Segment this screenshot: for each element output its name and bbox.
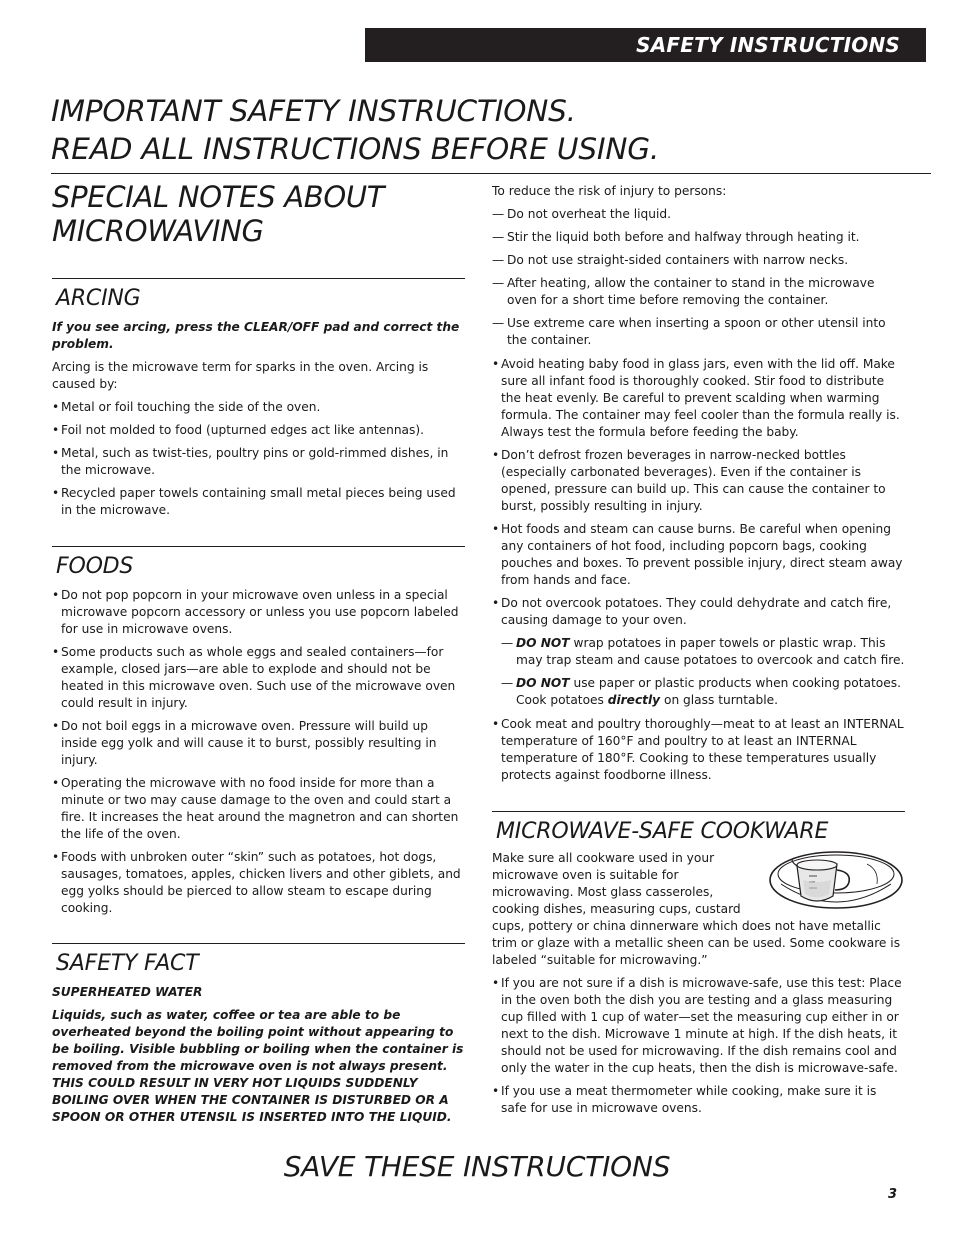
safety-fact-divider — [52, 943, 465, 944]
list-item: • Operating the microwave with no food inside for more than a minute or two may cause damage to the oven and could start a fire. It increases the heat around the magnetron and can shorten the life of the oven. — [52, 775, 464, 843]
left-column — [52, 180, 464, 1126]
potato-dash-text: use paper or plastic products when cooking potatoes. Cook potatoes — [516, 676, 901, 707]
page-number: 3 — [888, 1187, 898, 1202]
arcing-heading: ARCING — [56, 286, 141, 311]
special-notes-line-2: MICROWAVING — [52, 214, 264, 248]
list-item: • Foil not molded to food (upturned edges act like antennas). — [52, 422, 464, 439]
arcing-lead: If you see arcing, press the CLEAR/OFF pad and correct the problem. — [52, 320, 460, 351]
special-notes-heading — [52, 180, 464, 248]
cookware-intro-block — [492, 850, 905, 969]
measuring-cup-in-bowl-illustration — [767, 850, 905, 916]
list-item: • Some products such as whole eggs and sealed containers—for example, closed jars—are able to explode and should not be heated in this microwave oven. Such use of the microwave oven could result in injury. — [52, 644, 464, 712]
list-item: • Metal, such as twist-ties, poultry pins or gold-rimmed dishes, in the microwave. — [52, 445, 464, 479]
section-banner: SAFETY INSTRUCTIONS — [365, 28, 926, 62]
dash-item: — After heating, allow the container to stand in the microwave oven for a short time before removing the container. — [492, 275, 905, 309]
list-item: • Recycled paper towels containing small metal pieces being used in the microwave. — [52, 485, 464, 519]
list-item: • Metal or foil touching the side of the oven. — [52, 399, 464, 416]
cookware-intro: Make sure all cookware used in your microwave oven is suitable for microwaving. Most glass casseroles, cooking dishes, measuring cups, custard cups, pottery or china dinnerware which does not have metallic trim or glaze with a metallic sheen can be used. Some cookware is labeled “suitable for microwaving.” — [492, 851, 901, 967]
superheated-water-subheading: SUPERHEATED WATER — [52, 985, 203, 999]
potato-dash-text: on glass turntable. — [660, 693, 778, 707]
page-title-line-1: IMPORTANT SAFETY INSTRUCTIONS. — [51, 94, 576, 128]
list-item: • Cook meat and poultry thoroughly—meat to at least an INTERNAL temperature of 160°F and poultry to at least an INTERNAL temperature of 180°F. Cooking to these temperatures usually protects against foodborne illness. — [492, 716, 905, 784]
list-item: • Hot foods and steam can cause burns. Be careful when opening any containers of hot food, including popcorn bags, cooking pouches and boxes. To prevent possible injury, direct steam away from hands and face. — [492, 521, 905, 589]
list-item: • Foods with unbroken outer “skin” such as potatoes, hot dogs, sausages, tomatoes, apples, chicken livers and other giblets, and egg yolks should be pierced to allow steam to escape during cooking. — [52, 849, 464, 917]
cookware-heading: MICROWAVE-SAFE COOKWARE — [496, 819, 829, 844]
injury-intro: To reduce the risk of injury to persons: — [492, 184, 727, 198]
potato-dash-item — [501, 675, 905, 709]
foods-heading: FOODS — [56, 554, 134, 579]
arcing-divider — [52, 278, 465, 279]
special-notes-line-1: SPECIAL NOTES ABOUT — [52, 180, 385, 214]
page-title-line-2: READ ALL INSTRUCTIONS BEFORE USING. — [51, 132, 660, 166]
right-column — [492, 183, 905, 1117]
dash-item: — Do not use straight-sided containers with narrow necks. — [492, 252, 905, 269]
list-item: • Do not boil eggs in a microwave oven. Pressure will build up inside egg yolk and will cause it to burst, possibly resulting in injury. — [52, 718, 464, 769]
page-title — [51, 92, 931, 168]
foods-divider — [52, 546, 465, 547]
save-instructions-footer: SAVE THESE INSTRUCTIONS — [283, 1150, 671, 1183]
superheated-water-body: Liquids, such as water, coffee or tea are able to be overheated beyond the boiling point without appearing to be boiling. Visible bubbling or boiling when the container is removed from the microwave oven is not always present. THIS COULD RESULT IN VERY HOT LIQUIDS SUDDENLY BOILING OVER WHEN THE CONTAINER IS DISTURBED OR A SPOON OR OTHER UTENSIL IS INSERTED INTO THE LIQUID. — [52, 1008, 464, 1124]
directly-emphasis: directly — [607, 693, 661, 707]
list-item: • If you use a meat thermometer while cooking, make sure it is safe for use in microwave ovens. — [492, 1083, 905, 1117]
list-item: • Avoid heating baby food in glass jars, even with the lid off. Make sure all infant food is thoroughly cooked. Stir food to distribute the heat evenly. Be careful to prevent scalding when warming formula. The container may feel cooler than the formula really is. Always test the formula before feeding the baby. — [492, 356, 905, 441]
do-not-emphasis: DO NOT — [516, 636, 570, 650]
dash-item: — Do not overheat the liquid. — [492, 206, 905, 223]
potato-dash-item — [501, 635, 905, 669]
dash-item: — Use extreme care when inserting a spoon or other utensil into the container. — [492, 315, 905, 349]
list-item: • Do not pop popcorn in your microwave oven unless in a special microwave popcorn accessory or unless you use popcorn labeled for use in microwave ovens. — [52, 587, 464, 638]
list-item: • Don’t defrost frozen beverages in narrow-necked bottles (especially carbonated beverages). Even if the container is opened, pressure can build up. This can cause the container to burst, possibly resulting in injury. — [492, 447, 905, 515]
dash-item: — Stir the liquid both before and halfway through heating it. — [492, 229, 905, 246]
title-divider — [51, 173, 931, 174]
cookware-divider — [492, 811, 905, 812]
list-item: • If you are not sure if a dish is microwave-safe, use this test: Place in the oven both the dish you are testing and a glass measuring cup filled with 1 cup of water—set the measuring cup either in or next to the dish. Microwave 1 minute at high. If the dish heats, it should not be used for microwaving. If the dish remains cool and only the water in the cup heats, then the dish is microwave-safe. — [492, 975, 905, 1077]
safety-fact-heading: SAFETY FACT — [56, 951, 199, 976]
do-not-emphasis: DO NOT — [516, 676, 570, 690]
list-item: • Do not overcook potatoes. They could dehydrate and catch fire, causing damage to your oven. — [492, 595, 905, 629]
potato-dash-text: wrap potatoes in paper towels or plastic wrap. This may trap steam and cause potatoes to overcook and catch fire. — [516, 636, 905, 667]
arcing-intro: Arcing is the microwave term for sparks in the oven. Arcing is caused by: — [52, 360, 429, 391]
